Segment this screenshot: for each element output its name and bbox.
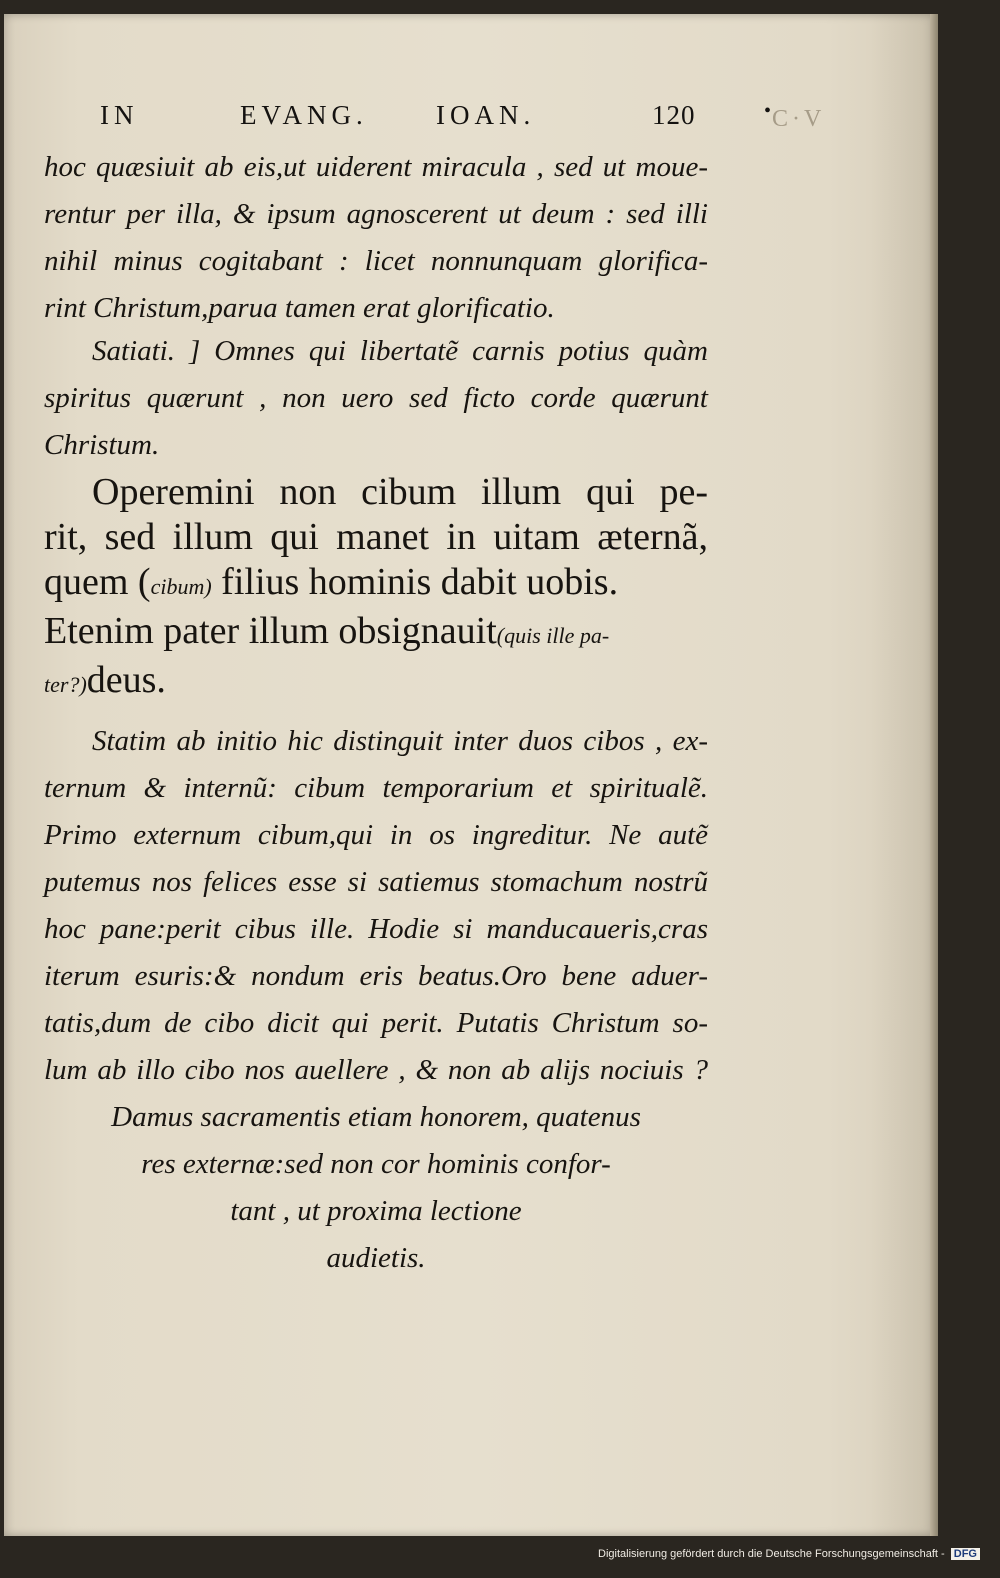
- scripture-line: rit, sed illum qui manet in uitam æternã,: [44, 516, 708, 558]
- commentary-line: lum ab illo cibo nos auellere , & non ab alijs nociuis ?: [44, 1054, 708, 1086]
- page-gutter-shadow: [870, 14, 930, 1536]
- commentary-tail: [44, 1094, 708, 1282]
- text-line: Christum.: [44, 429, 160, 461]
- commentary-line: iterum esuris:& nondum eris beatus.Oro bene aduer-: [44, 960, 708, 992]
- commentary-line: Primo externum cibum,qui in os ingreditur. Ne autẽ: [44, 819, 708, 851]
- header-evang: EVANG.: [240, 100, 368, 130]
- scripture-gloss: cibum): [150, 574, 212, 599]
- header-mark: •: [764, 100, 777, 122]
- running-header: [100, 100, 820, 140]
- commentary: [44, 718, 708, 1094]
- scripture-text: Etenim pater illum obsignauit: [44, 610, 497, 652]
- text-line: nihil minus cogitabant : licet nonnunquam glorifica-: [44, 245, 708, 277]
- scripture-line: Operemini non cibum illum qui pe-: [92, 471, 708, 513]
- scripture-gloss: ter?): [44, 672, 87, 697]
- text-line: rint Christum,parua tamen erat glorificatio.: [44, 292, 555, 324]
- commentary-line: hoc pane:perit cibus ille. Hodie si manducaueris,cras: [44, 913, 708, 945]
- scripture-passage: [44, 470, 708, 707]
- scripture-text: deus.: [86, 659, 166, 701]
- header-ioan: IOAN.: [436, 100, 536, 130]
- commentary-line: putemus nos felices esse si satiemus stomachum nostrũ: [44, 866, 708, 898]
- paragraph-1: [44, 144, 708, 332]
- paragraph-2: [44, 328, 708, 469]
- commentary-line: ternum & internũ: cibum temporarium et spiritualẽ.: [44, 772, 708, 804]
- tail-line: Damus sacramentis etiam honorem, quatenus: [111, 1101, 641, 1133]
- scripture-gloss: (quis ille pa-: [496, 623, 610, 648]
- text-line: Satiati. ] Omnes qui libertatẽ carnis potius quàm: [92, 335, 708, 367]
- scripture-line: [44, 658, 708, 707]
- text-line: hoc quæsiuit ab eis,ut uiderent miracula , sed ut moue-: [44, 151, 708, 183]
- text-line: spiritus quærunt , non uero sed ficto corde quærunt: [44, 382, 708, 414]
- scripture-line: [44, 560, 708, 609]
- header-in: IN: [100, 100, 139, 130]
- scripture-text: quem (: [44, 561, 151, 603]
- scripture-line: [44, 609, 708, 658]
- page-number: 120: [652, 100, 696, 130]
- book-page: [4, 14, 938, 1536]
- funding-footer: [598, 1548, 980, 1560]
- commentary-line: Statim ab initio hic distinguit inter duos cibos , ex-: [92, 725, 708, 757]
- dfg-logo: DFG: [951, 1548, 980, 1560]
- commentary-line: tatis,dum de cibo dicit qui perit. Putatis Christum so-: [44, 1007, 708, 1039]
- text-line: rentur per illa, & ipsum agnoscerent ut deum : sed illi: [44, 198, 708, 230]
- tail-line: tant , ut proxima lectione: [230, 1195, 522, 1227]
- tail-line: audietis.: [326, 1242, 426, 1274]
- tail-line: res externæ:sed non cor hominis confor-: [141, 1148, 611, 1180]
- bleed-through-text: C·V: [772, 106, 826, 132]
- footer-text: Digitalisierung gefördert durch die Deutsche Forschungsgemeinschaft -: [598, 1548, 945, 1560]
- scripture-text: filius hominis dabit uobis.: [211, 561, 619, 603]
- page-edge: [930, 14, 938, 1536]
